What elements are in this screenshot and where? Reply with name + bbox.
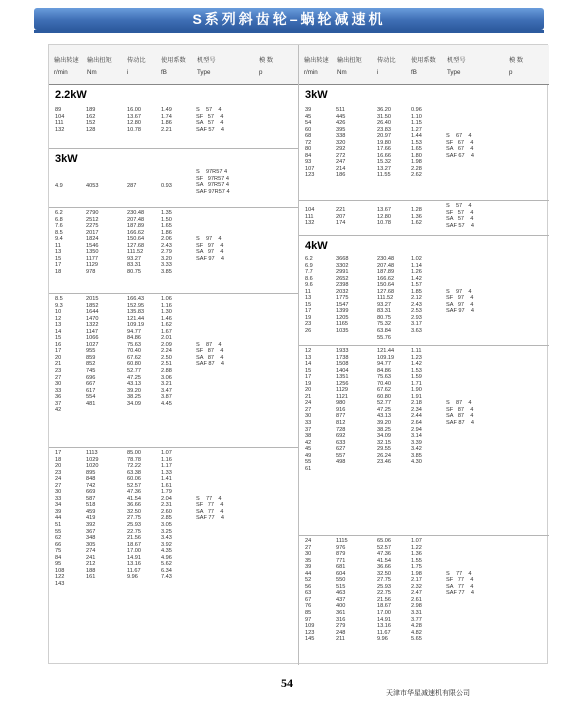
factor-values: 1.35 1.50 1.65 1.86 2.06 2.43 2.79 3.20 3.33 3.85: [161, 210, 172, 275]
right-column: [299, 45, 549, 665]
speed-values: 39 45 54 60 68 72 80 84 93 107 123: [305, 107, 315, 179]
factor-values: 1.49 1.74 1.86 2.21: [161, 107, 172, 133]
torque-values: 1115 976 879 771 681 604 550 515 463 437 400 361 316 279 248 211: [336, 538, 348, 643]
torque-values: 511 445 426 395 338 320 292 272 247 214 186: [336, 107, 346, 179]
ratio-values: 166.43 152.95 135.83 121.44 109.19 94.77 84.86 75.63 70.40 67.62 60.80 52.77 47.25 43.13 39.20 38.25 34.09: [127, 296, 145, 407]
ratio-values: 65.06 52.57 47.36 41.54 36.66 32.50 27.75 25.93 22.75 21.56 18.67 17.00 14.91 13.16 11.67 9.96: [377, 538, 391, 643]
speed-values: 12 13 14 15 17 19 20 21 24 27 30 33 37 38 42 45 49 55 61: [305, 348, 312, 472]
hdr-module: 模 数: [509, 57, 524, 64]
data-block: [49, 293, 298, 445]
hdr-unit-i: i: [377, 69, 379, 76]
left-column: [49, 45, 299, 665]
factor-values: 0.93: [161, 183, 172, 189]
data-block: [49, 148, 298, 206]
speed-values: 24 27 30 35 39 44 52 56 63 67 76 85 97 109 123 145: [305, 538, 315, 643]
speed-values: 89 104 111 132: [55, 107, 65, 133]
factor-values: 1.06 1.16 1.30 1.46 1.62 1.67 2.01 2.09 2.24 2.50 2.51 2.88 3.06 3.21 3.47 3.87 4.45: [161, 296, 172, 407]
model-values: S 97 4 SF 97 4 SA 97 4 SAF 97 4: [196, 236, 224, 262]
hdr-unit-fb: fB: [161, 69, 167, 76]
banner-underline: [34, 30, 544, 33]
power-label: 4kW: [305, 240, 328, 252]
hdr-ratio: 传动比: [377, 57, 396, 64]
hdr-output-speed: 输出转速: [304, 57, 329, 64]
ratio-values: 287: [127, 183, 137, 189]
ratio-values: 121.44 109.19 94.77 84.86 75.63 70.40 67.62 60.80 52.77 47.25 43.13 39.20 38.25 34.09 32.15 29.55 26.24 23.46: [377, 348, 395, 466]
speed-values: 4.9: [55, 183, 63, 189]
hdr-unit-rpm: r/min: [54, 69, 68, 76]
model-values: S 77 4 SF 77 4 SA 77 4 SAF 77 4: [446, 570, 474, 597]
page-number: 54: [281, 676, 293, 690]
hdr-output-speed: 输出转速: [54, 57, 79, 64]
speed-values: 17 18 20 23 24 27 30 33 34 39 44 51 55 62 66 75 84 95 108 122 143: [55, 450, 65, 587]
hdr-unit-fb: fB: [411, 69, 417, 76]
hdr-model: 机型号: [197, 57, 216, 64]
speed-values: 8.5 9.3 10 12 13 14 15 16 17 20 21 23 27 30 33 36 37 42: [55, 296, 63, 414]
model-values: S 97R57 4 SF 97R57 4 SA 97R57 4 SAF 97R57 4: [196, 169, 230, 195]
model-values: S 67 4 SF 67 4 SA 67 4 SAF 67 4: [446, 133, 474, 159]
speed-values: 6.2 6.8 7.6 8.5 9.4 11 13 15 17 18: [55, 210, 63, 275]
speed-values: 6.2 6.9 7.7 8.6 9.6 11 13 15 17 19 23 26: [305, 256, 313, 335]
factor-values: 1.07 1.16 1.17 1.33 1.41 1.61 1.79 2.04 2.31 2.60 2.85 3.05 3.25 3.43 3.92 4.35 4.96 5.62 6.34 7.43: [161, 450, 172, 581]
factor-values: 1.07 1.22 1.36 1.55 1.75 1.98 2.17 2.32 2.47 2.61 2.98 3.31 3.77 4.28 4.82 5.65: [411, 538, 422, 643]
data-block: [49, 447, 298, 622]
hdr-module: 模 数: [259, 57, 274, 64]
torque-values: 189 162 152 128: [86, 107, 96, 133]
speed-values: 104 111 132: [305, 207, 315, 227]
hdr-unit-type: Type: [197, 69, 211, 76]
data-block: [49, 105, 298, 145]
model-values: S 97 4 SF 97 4 SA 97 4 SAF 97 4: [446, 288, 474, 315]
ratio-values: 36.20 31.50 26.40 23.83 20.97 19.80 17.66 16.66 15.32 13.27 11.55: [377, 107, 391, 179]
torque-values: 1113 1029 1020 895 848 742 669 587 518 459 419 392 367 348 305 274 241 212 188 161: [86, 450, 99, 581]
data-block: [299, 200, 549, 232]
hdr-unit-rpm: r/min: [304, 69, 318, 76]
ratio-values: 230.48 207.48 187.89 166.62 150.64 127.68 111.52 93.27 83.31 80.75: [127, 210, 145, 275]
page-title-banner: [34, 8, 544, 30]
model-values: S 57 4 SF 57 4 SA 57 4 SAF 57 4: [196, 107, 224, 133]
hdr-model: 机型号: [447, 57, 466, 64]
power-label: 3kW: [55, 153, 78, 165]
torque-values: 2790 2512 2275 2017 1824 1546 1350 1177 1129 978: [86, 210, 99, 275]
hdr-unit-p: p: [259, 69, 263, 76]
data-block: [299, 235, 549, 343]
torque-values: 221 207 174: [336, 207, 346, 227]
torque-values: 2015 1852 1644 1470 1322 1147 1066 1027 955 859 852 745 696 667 617 554 481: [86, 296, 99, 407]
power-label: 2.2kW: [55, 89, 87, 101]
power-label: 3kW: [305, 89, 328, 101]
hdr-unit-p: p: [509, 69, 513, 76]
hdr-output-torque: 输出扭矩: [337, 57, 362, 64]
factor-values: 0.96 1.10 1.15 1.27 1.44 1.53 1.65 1.80 1.98 2.28 2.62: [411, 107, 422, 179]
company-name: 天津市华星减速机有限公司: [386, 690, 470, 697]
model-values: S 87 4 SF 87 4 SA 87 4 SAF 87 4: [446, 400, 474, 427]
hdr-unit-nm: Nm: [337, 69, 347, 76]
model-values: S 87 4 SF 87 4 SA 87 4 SAF 87 4: [196, 341, 224, 368]
data-block: [299, 105, 549, 197]
torque-values: 1933 1738 1508 1404 1351 1256 1129 1121 980 916 877 812 728 692 633 627 557 498: [336, 348, 349, 466]
factor-values: 1.11 1.23 1.42 1.53 1.59 1.71 1.90 1.91 2.18 2.34 2.44 2.64 2.94 3.14 3.39 3.42 3.85 4.30: [411, 348, 422, 466]
hdr-service-factor: 使用系数: [161, 57, 186, 64]
hdr-output-torque: 输出扭矩: [87, 57, 112, 64]
torque-values: 4053: [86, 183, 99, 189]
data-block: [299, 535, 549, 655]
data-block: [49, 207, 298, 285]
hdr-unit-i: i: [127, 69, 129, 76]
data-block: [299, 345, 549, 479]
hdr-unit-type: Type: [447, 69, 461, 76]
model-values: S 57 4 SF 57 4 SA 57 4 SAF 57 4: [446, 203, 474, 229]
factor-values: 1.02 1.14 1.26 1.42 1.57 1.85 2.12 2.43 2.53 2.93 3.17 3.63: [411, 256, 422, 335]
ratio-values: 13.67 12.80 10.78: [377, 207, 391, 227]
model-values: S 77 4 SF 77 4 SA 77 4 SAF 77 4: [196, 495, 224, 522]
page-title: S系列斜齿轮–蜗轮减速机: [192, 11, 386, 27]
hdr-service-factor: 使用系数: [411, 57, 436, 64]
ratio-values: 85.00 78.78 72.22 63.38 60.06 52.57 47.36 41.54 36.66 32.50 27.75 25.93 22.75 21.56 18.67 17.00 14.91 13.16 11.67 9.96: [127, 450, 141, 581]
right-header: [299, 45, 549, 85]
hdr-ratio: 传动比: [127, 57, 146, 64]
left-header: [49, 45, 298, 85]
ratio-values: 16.00 13.67 12.80 10.78: [127, 107, 141, 133]
factor-values: 1.28 1.36 1.62: [411, 207, 422, 227]
torque-values: 3668 3302 2991 2652 2398 2032 1775 1547 1399 1205 1165 1035: [336, 256, 349, 335]
ratio-values: 230.48 207.48 187.89 166.62 150.64 127.68 111.52 93.27 83.31 80.75 75.32 63.84 55.76: [377, 256, 395, 341]
spec-sheet: [48, 44, 548, 664]
hdr-unit-nm: Nm: [87, 69, 97, 76]
